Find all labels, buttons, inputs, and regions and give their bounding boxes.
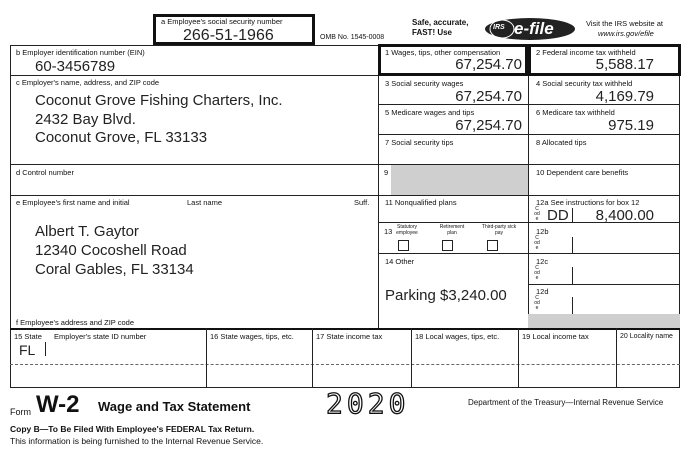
state-id-divider [45, 342, 46, 356]
efile-logo [484, 16, 577, 42]
state-col-div-2 [312, 328, 313, 388]
box-20-label: 20 Locality name [620, 333, 673, 340]
employee-street: 12340 Cocoshell Road [35, 242, 187, 259]
state-row-top [10, 328, 680, 330]
box-2-value: 5,588.17 [595, 56, 654, 73]
line-below-9-10 [378, 195, 680, 196]
box-e-suff-label: Suff. [354, 198, 370, 207]
box-b-value: 60-3456789 [35, 58, 116, 75]
box-11-label: 11 Nonqualified plans [385, 198, 457, 207]
employee-city: Coral Gables, FL 33134 [35, 261, 194, 278]
box-9-shade [391, 165, 528, 195]
box-1-value: 67,254.70 [455, 56, 522, 73]
state-col-div-3 [411, 328, 412, 388]
state-col-div-1 [206, 328, 207, 388]
box-c-label: c Employer's name, address, and ZIP code [16, 78, 160, 87]
omb-number: OMB No. 1545-0008 [320, 34, 385, 41]
box-12d-shade [528, 314, 680, 328]
box-10-label: 10 Dependent care benefits [536, 168, 629, 177]
box-6-label: 6 Medicare tax withheld [536, 108, 615, 117]
right-mid-divider [528, 45, 529, 328]
box-d-label: d Control number [16, 168, 74, 177]
box-12c-code-divider [572, 267, 573, 284]
box-12a-code-label: Code [534, 206, 540, 222]
box-15-label: 15 State [14, 332, 42, 341]
box-9-label: 9 [384, 168, 389, 177]
employer-city: Coconut Grove, FL 33133 [35, 129, 208, 146]
retirement-plan-checkbox[interactable] [442, 240, 453, 251]
efile-tagline-1: Safe, accurate, [412, 18, 469, 27]
ssn-value: 266-51-1966 [183, 27, 274, 44]
box-4-label: 4 Social security tax withheld [536, 79, 633, 88]
line-below-12c [528, 284, 680, 285]
box-17-label: 17 State income tax [316, 332, 383, 341]
efile-visit-2: www.irs.gov/efile [598, 29, 654, 38]
box-e-label: e Employee's first name and initial [16, 198, 130, 207]
box-6-value: 975.19 [608, 117, 654, 134]
line-below-5-6 [378, 134, 680, 135]
third-party-sick-pay-checkbox[interactable] [487, 240, 498, 251]
irs-info-line: This information is being furnished to the Internal Revenue Service. [10, 436, 264, 446]
line-below-d [10, 195, 378, 196]
box-4-value: 4,169.79 [595, 88, 654, 105]
box-3-label: 3 Social security wages [385, 79, 464, 88]
box-3-value: 67,254.70 [455, 88, 522, 105]
box-19-label: 19 Local income tax [522, 332, 589, 341]
form-word: Form [10, 407, 31, 417]
box-12d-code-label: Code [534, 295, 540, 311]
box-f-label: f Employee's address and ZIP code [16, 318, 135, 327]
box-12b-code-divider [572, 237, 573, 253]
efile-logo-prefix: IRS [493, 24, 505, 31]
third-party-sick-pay-label: Third-party sick pay [481, 224, 517, 236]
statutory-employee-label: Statutory employee [396, 224, 418, 236]
box-12d-code-divider [572, 297, 573, 314]
box-8-label: 8 Allocated tips [536, 138, 587, 147]
box-e-last-name-label: Last name [187, 198, 223, 207]
box-12a-code: DD [547, 207, 569, 224]
box-13-label: 13 [384, 227, 393, 236]
box-12a-amount: 8,400.00 [595, 207, 654, 224]
box-12b-code-label: Code [534, 235, 540, 251]
form-name: W-2 [36, 391, 80, 418]
efile-tagline-2: FAST! Use [412, 28, 453, 37]
line-below-c [10, 164, 378, 165]
ssn-label: a Employee's social security number [161, 17, 283, 26]
form-year: 2020 [326, 387, 410, 420]
retirement-plan-label: Retirement plan [439, 224, 465, 236]
box-5-label: 5 Medicare wages and tips [385, 108, 475, 117]
box-7-label: 7 Social security tips [385, 138, 454, 147]
box-14-value: Parking $3,240.00 [385, 287, 507, 304]
efile-logo-word: e-file [514, 19, 554, 38]
statutory-employee-checkbox[interactable] [398, 240, 409, 251]
box-12a-code-divider [572, 208, 573, 222]
box-12b-label: 12b [536, 227, 549, 236]
state-row-mid [10, 364, 680, 365]
form-title: Wage and Tax Statement [98, 399, 251, 414]
box-14-label: 14 Other [385, 257, 415, 266]
box-16-label: 16 State wages, tips, etc. [210, 332, 294, 341]
employer-name: Coconut Grove Fishing Charters, Inc. [35, 92, 283, 109]
line-below-13 [378, 253, 528, 254]
box-12c-label: 12c [536, 257, 549, 266]
state-col-div-5 [616, 328, 617, 388]
box-b-label: b Employer identification number (EIN) [16, 48, 145, 57]
box-15-state-id-label: Employer's state ID number [54, 332, 147, 341]
box-12c-code-label: Code [534, 265, 540, 281]
employee-name: Albert T. Gaytor [35, 223, 139, 240]
copy-b-line: Copy B—To Be Filed With Employee's FEDERAL Tax Return. [10, 424, 255, 434]
box-18-label: 18 Local wages, tips, etc. [415, 332, 500, 341]
line-below-12b [528, 253, 680, 254]
box-2-label: 2 Federal income tax withheld [536, 48, 636, 57]
efile-visit-1: Visit the IRS website at [586, 19, 663, 28]
box-1-label: 1 Wages, tips, other compensation [385, 48, 501, 57]
line-below-b [10, 75, 378, 76]
form-department: Department of the Treasury—Internal Revenue Service [468, 398, 664, 407]
column-divider [378, 45, 379, 328]
box-12a-label: 12a See instructions for box 12 [536, 198, 640, 207]
line-below-11 [378, 222, 528, 223]
box-5-value: 67,254.70 [455, 117, 522, 134]
employer-street: 2432 Bay Blvd. [35, 111, 136, 128]
state-col-div-4 [518, 328, 519, 388]
box-12d-label: 12d [536, 287, 549, 296]
box-15-state-value: FL [19, 342, 36, 358]
